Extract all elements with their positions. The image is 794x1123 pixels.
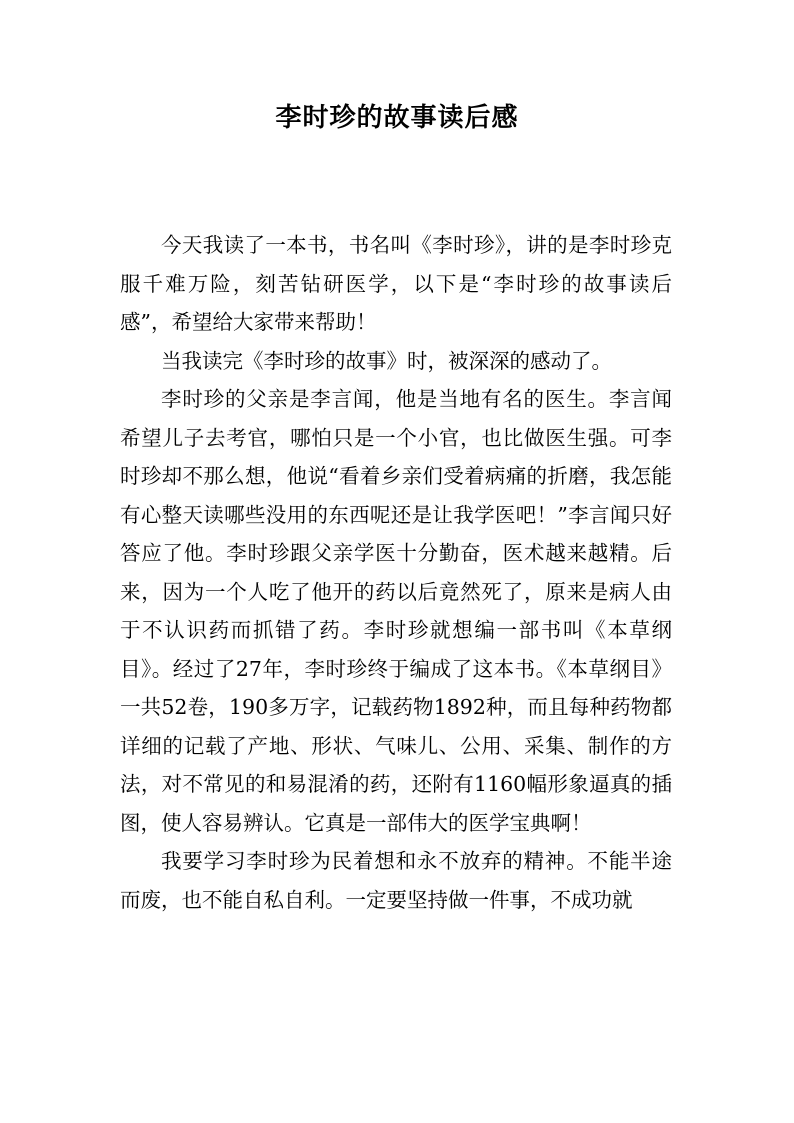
paragraph-lesson: 我要学习李时珍为民着想和永不放弃的精神。不能半途而废，也不能自私自利。一定要坚持做一件事，不成功就 [120, 849, 672, 912]
page-title: 李时珍的故事读后感 [275, 103, 519, 133]
paragraph-moved: 当我读完《李时珍的故事》时，被深深的感动了。 [161, 348, 612, 373]
document-body [120, 226, 672, 919]
paragraph-intro: 今天我读了一本书，书名叫《李时珍》，讲的是李时珍克服千难万险，刻苦钻研医学，以下是“李时珍的故事读后感”，希望给大家带来帮助！ [120, 233, 672, 334]
paragraph-story: 李时珍的父亲是李言闻，他是当地有名的医生。李言闻希望儿子去考官，哪怕只是一个小官，也比做医生强。可李时珍却不那么想，他说“看着乡亲们受着病痛的折磨，我怎能有心整天读哪些没用的东西呢还是让我学医吧！”李言闻只好答应了他。李时珍跟父亲学医十分勤奋，医术越来越精。后来，因为一个人吃了他开的药以后竟然死了，原来是病人由于不认识药而抓错了药。李时珍就想编一部书叫《本草纲目》。经过了27年，李时珍终于编成了这本书。《本草纲目》一共52卷，190多万字，记载药物1892种，而且每种药物都详细的记载了产地、形状、气味儿、公用、采集、制作的方法，对不常见的和易混淆的药，还附有1160幅形象逼真的插图，使人容易辨认。它真是一部伟大的医学宝典啊！ [120, 387, 672, 835]
